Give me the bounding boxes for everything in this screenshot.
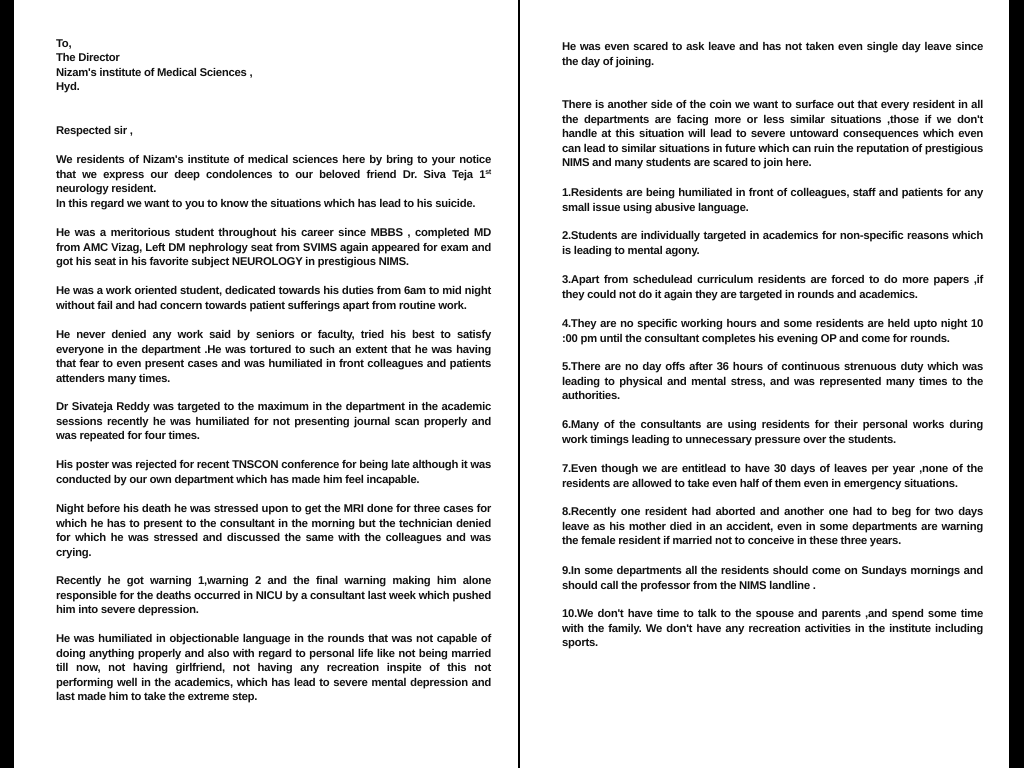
paragraph-other-side: There is another side of the coin we want to surface out that every resident in all the departments are facing more or less similar situations ,those if we don't handle at this situation will lead to severe untoward consequences which even can lead to similar situations in future which can ruin the reputation of prestigious NIMS and many students are scared to join here. [562, 99, 983, 170]
point-item: 9.In some departments all the residents should come on Sundays mornings and should call the professor from the NIMS landline . [562, 565, 983, 592]
paragraph-poster: His poster was rejected for recent TNSCON conference for being late although it was conducted by our own department which has made him feel incapable. [56, 459, 491, 486]
address-institution: Nizam's institute of Medical Sciences , [56, 67, 253, 79]
point-item: 3.Apart from schedulead curriculum residents are forced to do more papers ,if they could not do it again they are targeted in rounds and academics. [562, 274, 983, 301]
intro-paragraph [56, 153, 491, 197]
regard-line: In this regard we want to you to know the situations which has lead to his suicide. [56, 198, 476, 210]
salutation: Respected sir , [56, 125, 133, 137]
point-item: 10.We don't have time to talk to the spouse and parents ,and spend some time with the family. We don't have any recreation activities in the institute including sports. [562, 608, 983, 650]
page-divider [518, 0, 520, 768]
point-item: 2.Students are individually targeted in academics for non-specific reasons which is leading to mental agony. [562, 230, 983, 257]
point-item: 1.Residents are being humiliated in front of colleagues, staff and patients for any small issue using abusive language. [562, 187, 983, 214]
paragraph-warnings: Recently he got warning 1,warning 2 and the final warning making him alone responsible for the deaths occurred in NICU by a consultant last week which pushed him into severe depression. [56, 575, 491, 617]
intro-superscript: st [485, 168, 491, 176]
point-item: 4.They are no specific working hours and some residents are held upto night 10 :00 pm until the consultant completes his evening OP and come for rounds. [562, 318, 983, 345]
paragraph-humiliated: He was humiliated in objectionable language in the rounds that was not capable of doing anything properly and also with regard to personal life like not being married till now, not having girlfriend, not having any recreation inspite of this not performing well in the academics, which has lead to severe mental depression and last made him to take the extreme step. [56, 633, 491, 704]
point-item: 5.There are no day offs after 36 hours of continuous strenuous duty which was leading to physical and mental stress, and was represented many times to the authorities. [562, 361, 983, 403]
scan-border-left [0, 0, 14, 768]
intro-text-end: neurology resident. [56, 183, 157, 196]
paragraph-night-before: Night before his death he was stressed upon to get the MRI done for three cases for which he has to present to the consultant in the morning but the technician denied for which he was stressed and discussed the same with the colleagues and was crying. [56, 503, 491, 559]
point-item: 6.Many of the consultants are using residents for their personal works during work timings leading to unnecessary pressure over the students. [562, 419, 983, 446]
paragraph-never-denied: He never denied any work said by seniors or faculty, tried his best to satisfy everyone in the department .He was tortured to such an extent that he was having that fear to even present cases and was humiliated in front colleagues and patients attenders many times. [56, 329, 491, 385]
intro-text: We residents of Nizam's institute of medical sciences here by bring to your notice that we express our deep condolences to our beloved friend Dr. Siva Teja 1 [56, 154, 491, 181]
scan-border-right [1009, 0, 1024, 768]
paragraph-meritorious: He was a meritorious student throughout his career since MBBS , completed MD from AMC Vizag, Left DM nephrology seat from SVIMS again appeared for exam and got his seat in his favorite subject NEUROLOGY in prestigious NIMS. [56, 227, 491, 269]
paragraph-targeted: Dr Sivateja Reddy was targeted to the maximum in the department in the academic sessions recently he was humiliated for not presenting journal scan properly and was repeated for four times. [56, 401, 491, 443]
address-recipient: The Director [56, 52, 120, 64]
address-to: To, [56, 38, 72, 50]
paragraph-work-oriented: He was a work oriented student, dedicated towards his duties from 6am to mid night without fail and had concern towards patient sufferings apart from routine work. [56, 285, 491, 312]
paragraph-leave: He was even scared to ask leave and has not taken even single day leave since the day of joining. [562, 41, 983, 68]
point-item: 7.Even though we are entitlead to have 30 days of leaves per year ,none of the residents are allowed to take even half of them even in emergency situations. [562, 463, 983, 490]
address-city: Hyd. [56, 81, 80, 93]
point-item: 8.Recently one resident had aborted and another one had to beg for two days leave as his mother died in an accident, even in some departments are warning the female resident if married not to conceive in these three years. [562, 506, 983, 548]
